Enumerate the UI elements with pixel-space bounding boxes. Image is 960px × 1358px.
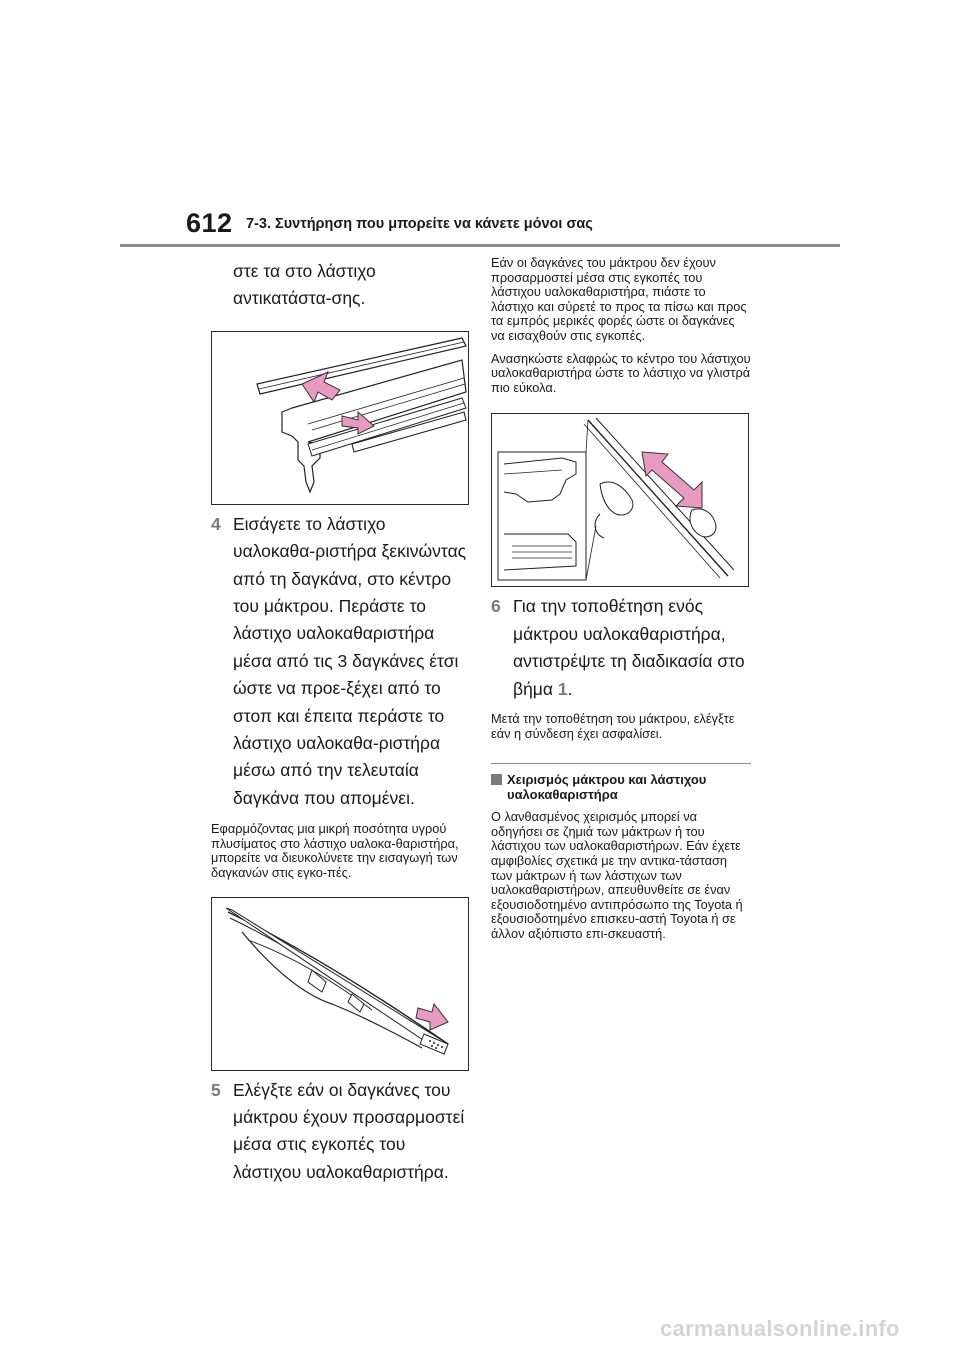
- left-column: [211, 258, 469, 1186]
- step-4: [211, 511, 469, 812]
- lubricant-note: Εφαρμόζοντας μια μικρή ποσότητα υγρού πλυσίματος στο λάστιχο υαλοκα-θαριστήρα, μπορείτε να διευκολύνετε την εισαγωγή των δαγκανών στις εγκο-πές.: [211, 821, 459, 881]
- slide-rubber-illustration: [492, 414, 748, 586]
- adjust-paragraph: Εάν οι δαγκάνες του μάκτρου δεν έχουν προσαρμοστεί μέσα στις εγκοπές του λάστιχου υαλοκαθαριστήρα, πιάστε το λάστιχο και σύρετέ το προς τα πίσω και προς τα εμπρός μερικές φορές ώστε οι δαγκάνες να εισαχθούν στις εγκοπές.: [491, 255, 747, 343]
- magnified-inset: [498, 420, 596, 580]
- footer-watermark: carmanualsonline.info: [660, 1316, 900, 1341]
- figure-rubber-check: [211, 897, 469, 1071]
- section-heading: [491, 772, 751, 802]
- step-6-body: [513, 593, 751, 703]
- wiper-blade-illustration: [212, 898, 468, 1070]
- handling-section: [491, 763, 751, 941]
- step-5: [211, 1077, 469, 1187]
- step-4-number: 4: [211, 513, 221, 534]
- wiper-rubber-illustration: [212, 332, 468, 504]
- figure-rubber-insert: [211, 331, 469, 505]
- header-divider: [120, 244, 840, 247]
- section-text: Ο λανθασμένος χειρισμός μπορεί να οδηγήσει σε ζημιά των μάκτρων ή του λάστιχου των υαλοκαθαριστήρων. Εάν έχετε αμφιβολίες σχετικά με την αντικα-τάσταση των μάκτρων ή των λάστιχων των υαλοκαθαριστήρων, απευθυνθείτε σε έναν εξουσιοδοτημένο αντιπρόσωπο της Toyota ή εξουσιοδοτημένο επισκευ-αστή Toyota ή σε άλλον αξιόπιστο επι-σκευαστή.: [491, 809, 743, 941]
- figure-slide-rubber: [491, 413, 749, 587]
- install-note: Μετά την τοποθέτηση του μάκτρου, ελέγξτε εάν η σύνδεση έχει ασφαλίσει.: [491, 710, 735, 741]
- step-5-text: Ελέγξτε εάν οι δαγκάνες του μάκτρου έχουν προσαρμοστεί μέσα στις εγκοπές του λάστιχου υαλοκαθαριστήρα.: [233, 1079, 465, 1182]
- step-6-text: Για την τοποθέτηση ενός μάκτρου υαλοκαθαριστήρα, αντιστρέψτε τη διαδικασία στο βήμα: [513, 596, 745, 699]
- section-title: Χειρισμός μάκτρου και λάστιχου υαλοκαθαριστήρα: [507, 772, 707, 803]
- lift-paragraph: Ανασηκώστε ελαφρώς το κέντρο του λάστιχου υαλοκαθαριστήρα ώστε το λάστιχο να γλιστρά πιο εύκολα.: [491, 350, 751, 395]
- step-5-number: 5: [211, 1079, 221, 1100]
- step-6-end: .: [567, 678, 573, 699]
- intro-text: στε τα στο λάστιχο αντικατάστα-σης.: [233, 261, 376, 309]
- chapter-title: 7-3. Συντήρηση που μπορείτε να κάνετε μόνοι σας: [246, 216, 593, 232]
- step-1-reference: 1: [557, 678, 568, 699]
- step-4-text: Εισάγετε το λάστιχο υαλοκαθα-ριστήρα ξεκινώντας από τη δαγκάνα, στο κέντρο του μάκτρου. Περάστε το λάστιχο υαλοκαθαριστήρα μέσα από τις 3 δαγκάνες έτσι ώστε να προε-ξέχει από το στοπ και έπειτα περάστε το λάστιχο υαλοκαθα-ριστήρα μέσω από την τελευταία δαγκάνα που απομένει.: [233, 513, 467, 808]
- step-6: [491, 593, 751, 703]
- section-marker-icon: [491, 774, 502, 785]
- step-6-number: 6: [491, 596, 501, 617]
- page-number: 612: [186, 208, 233, 238]
- right-column: [491, 256, 751, 942]
